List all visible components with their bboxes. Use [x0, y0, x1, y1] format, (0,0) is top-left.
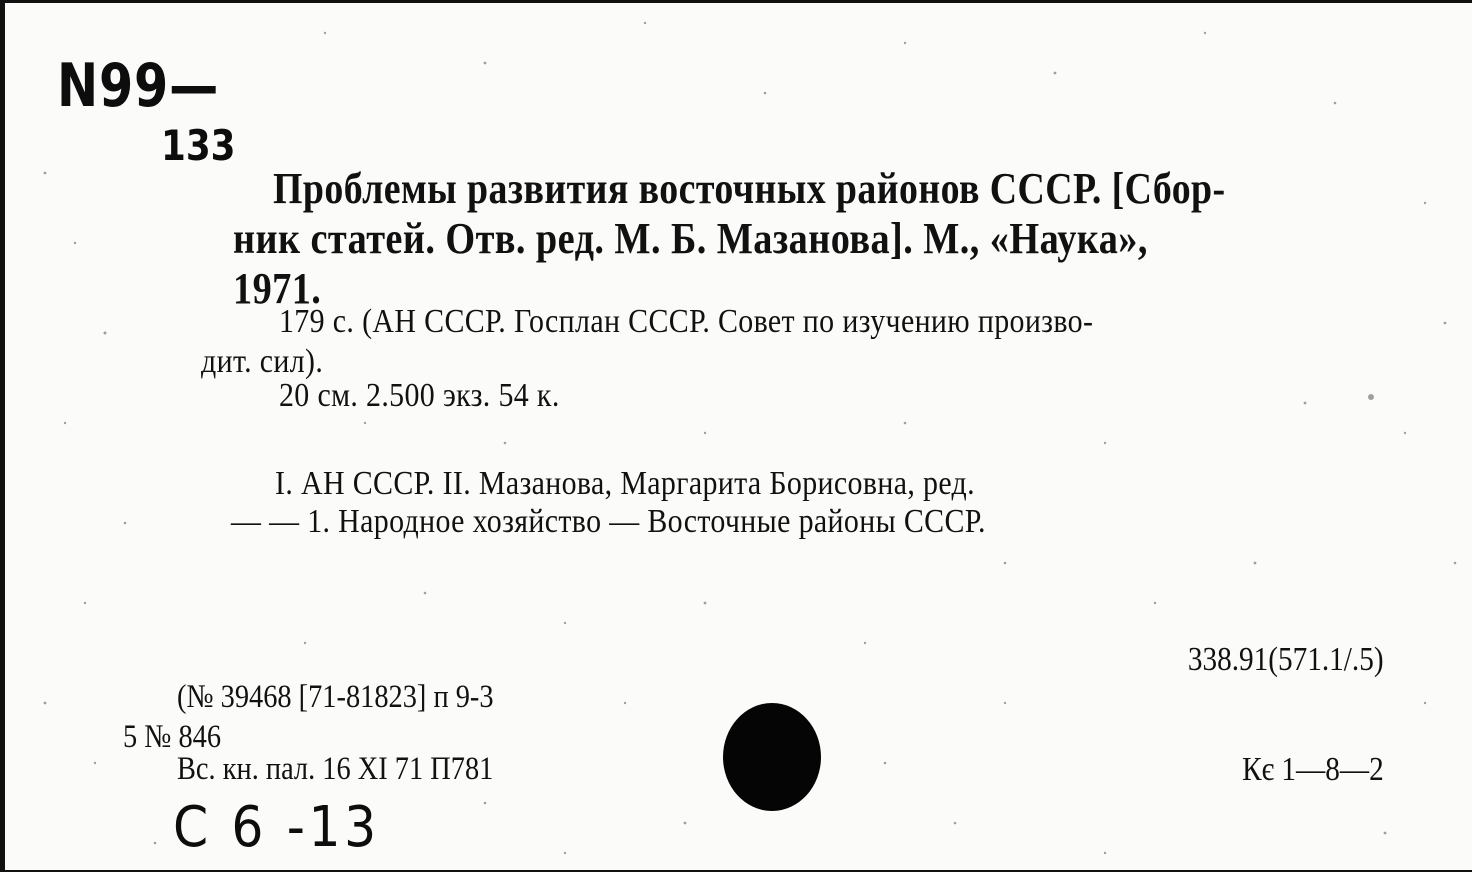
handwritten-shelf-mark-sub: 133 [161, 121, 236, 170]
punched-hole [723, 703, 821, 811]
tracing-line-1: I. АН СССР. II. Мазанова, Маргарита Борисовна, ред. [275, 465, 975, 502]
registration-number-line-3: Вс. кн. пал. 16 XI 71 П781 [177, 751, 494, 787]
handwritten-call-code: C 6 -13 [173, 795, 380, 860]
description-line-3: 20 см. 2.500 экз. 54 к. [279, 377, 560, 414]
handwritten-shelf-mark: Ν99— [57, 51, 220, 121]
title-line-2: ник статей. Отв. ред. М. Б. Мазанова]. М., «Наука», [233, 214, 1148, 263]
ke-code: Кє 1—8—2 [1242, 751, 1384, 788]
description-line-2: дит. сил). [201, 343, 324, 380]
classification-code: 338.91(571.1/.5) [1188, 641, 1384, 678]
registration-number-line-2: 5 № 846 [123, 719, 222, 755]
tracing-line-2: — — 1. Народное хозяйство — Восточные районы СССР. [231, 503, 986, 540]
title-line-1: Проблемы развития восточных районов СССР. [Сбор- [273, 164, 1226, 213]
title-line-3: 1971. [233, 264, 322, 313]
description-line-1: 179 с. (АН СССР. Госплан СССР. Совет по изучению произво- [279, 303, 1094, 340]
registration-number-line-1: (№ 39468 [71-81823] п 9-3 [177, 679, 494, 715]
